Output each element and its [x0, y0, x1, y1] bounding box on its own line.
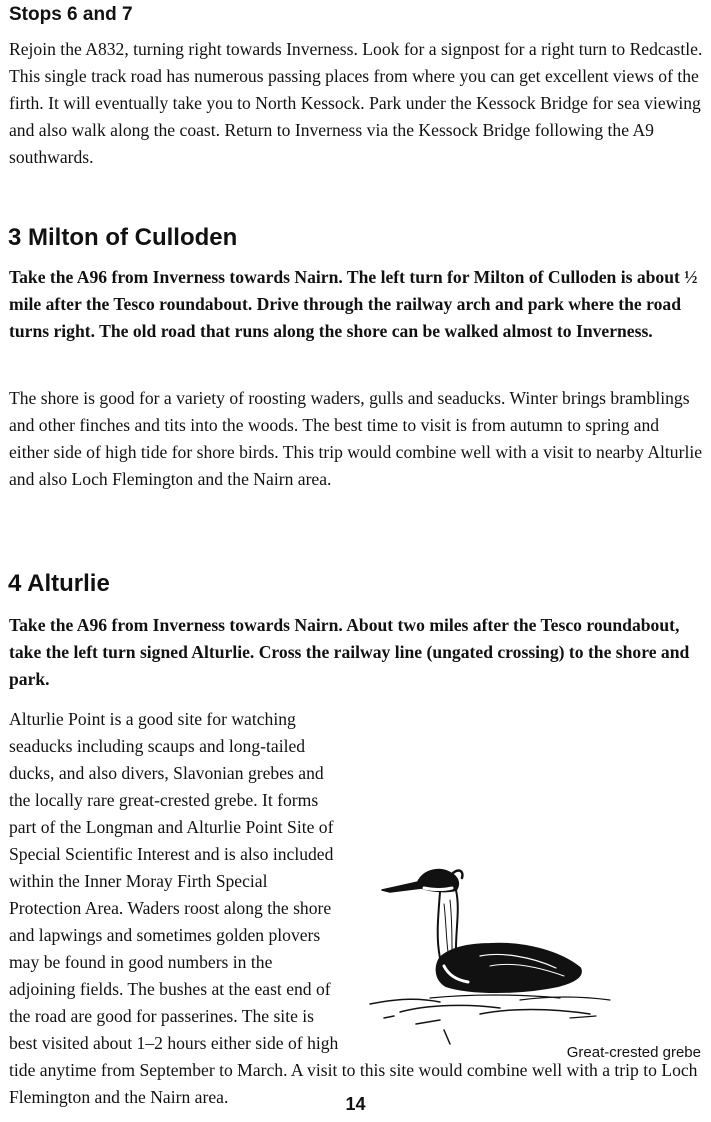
milton-culloden-description: The shore is good for a variety of roosting waders, gulls and seaducks. Winter brings bramblings and other finches and tits into the woods. The best time to visit is from autumn to spring and either side of high tide for shore birds. This trip would combine well with a visit to nearby Alturlie and also Loch Flemington and the Nairn area. [9, 388, 703, 489]
milton-culloden-heading: 3 Milton of Culloden [8, 224, 238, 251]
alturlie-description: Alturlie Point is a good site for watching seaducks including scaups and long-tailed ducks, and also divers, Slavonian grebes and the locally rare great-crested grebe. It forms part of the Longman and Alturlie Point Site of Special Scientific Interest and is also included within the Inner Moray Firth Special Protection Area. Waders roost along the shore and lapwings and sometimes golden plovers may be found in good numbers in the adjoining fields. The bushes at the east end of the road are good for passerines. The site is best visited about 1–2 hours either side of high tide anytime from September to March. A visit to this site would combine well with a trip to Loch Flemington and the Nairn area. [9, 709, 698, 1107]
alturlie-heading: 4 Alturlie [8, 570, 110, 597]
stops-6-7-heading: Stops 6 and 7 [9, 4, 133, 25]
alturlie-directions: Take the A96 from Inverness towards Nairn. About two miles after the Tesco roundabout, take the left turn signed Alturlie. Cross the railway line (ungated crossing) to the shore and park. [9, 615, 690, 689]
figure-caption: Great-crested grebe [566, 1044, 701, 1061]
great-crested-grebe-icon [360, 848, 710, 1068]
page-number: 14 [345, 1094, 366, 1114]
stops-6-7-text: Rejoin the A832, turning right towards Inverness. Look for a signpost for a right turn to Redcastle. This single track road has numerous passing places from where you can get excellent views of the firth. It will eventually take you to North Kessock. Park under the Kessock Bridge for sea viewing and also walk along the coast. Return to Inverness via the Kessock Bridge following the A9 southwards. [9, 39, 703, 167]
grebe-illustration [360, 848, 710, 1068]
milton-culloden-directions: Take the A96 from Inverness towards Nairn. The left turn for Milton of Culloden is about ½ mile after the Tesco roundabout. Drive through the railway arch and park where the road turns right. The old road that runs along the shore can be walked almost to Inverness. [9, 267, 698, 341]
